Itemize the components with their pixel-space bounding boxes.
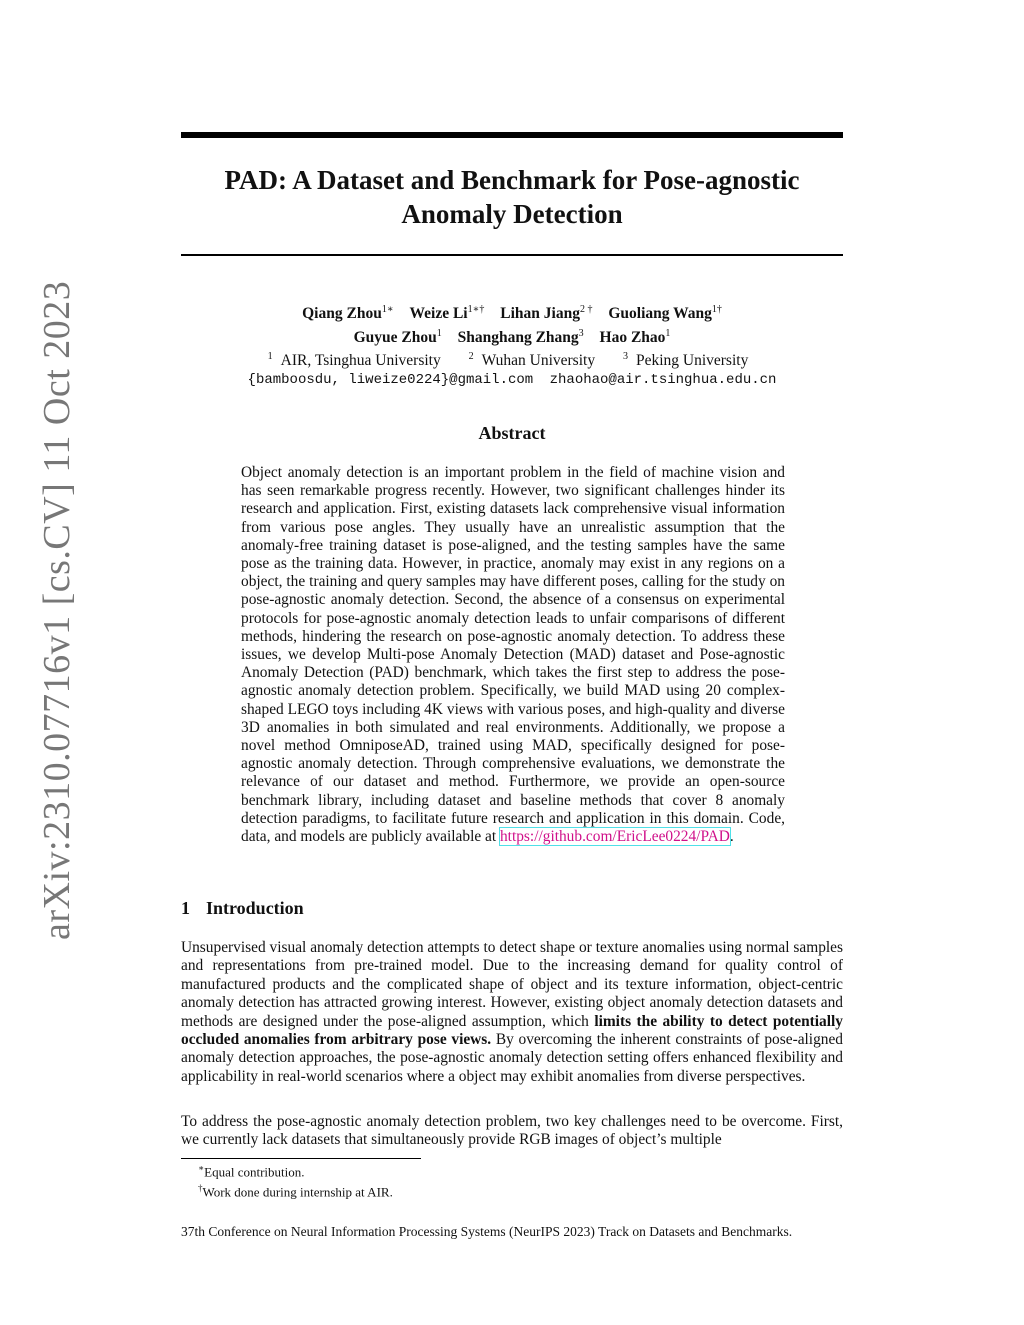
abstract-body — [241, 464, 785, 846]
author-emails — [181, 371, 843, 391]
footnote-rule — [181, 1158, 421, 1159]
abstract-text: Object anomaly detection is an important problem in the field of machine vision and has seen remarkable progress recently. However, two significant challenges hinder its research and application. First, existing datasets lack comprehensive visual information from various pose angles. They usually have an unrealistic assumption that the anomaly-free training dataset is pose-aligned, and the testing samples have the same pose as the training data. However, in practice, anomaly may exist in any regions on a object, the training and query samples may have different poses, calling for the study on pose-agnostic anomaly detection. Second, the absence of a consensus on experimental protocols for pose-agnostic anomaly detection leads to unfair comparisons of different methods, hindering the research on pose-agnostic anomaly detection. To address these issues, we develop Multi-pose Anomaly Detection (MAD) dataset and Pose-agnostic Anomaly Detection (PAD) benchmark, which takes the first step to address the pose-agnostic anomaly detection problem. Specifically, we build MAD using 20 complex-shaped LEGO toys including 4K views with various poses, and high-quality and diverse 3D anomalies in both simulated and real environments. Additionally, we propose a novel method OmniposeAD, trained using MAD, specifically designed for pose-agnostic anomaly detection. Through comprehensive evaluations, we demonstrate the relevance of our dataset and method. Furthermore, we provide an open-source benchmark library, including dataset and baseline methods that cover 8 anomaly detection paradigms, to facilitate future research and application in this domain. Code, data, and models are publicly available at — [241, 464, 785, 846]
github-link[interactable]: https://github.com/EricLee0224/PAD — [499, 828, 730, 846]
conference-footer: 37th Conference on Neural Information Processing Systems (NeurIPS 2023) Track on Datasets and Benchmarks. — [181, 1224, 793, 1239]
author-names-line-1 — [181, 300, 843, 324]
affiliations — [181, 347, 843, 371]
footnotes — [198, 1160, 393, 1201]
footnote-equal-contribution: ∗Equal contribution. — [198, 1163, 305, 1180]
author-hao-zhao: Hao Zhao$^1$ — [599, 327, 671, 346]
title-bottom-rule — [181, 254, 843, 256]
title-top-rule — [181, 132, 843, 138]
title-line-2: Anomaly Detection — [401, 199, 623, 229]
footnote-internship: †Work done during internship at AIR. — [198, 1183, 393, 1200]
intro-p1-text-a: Unsupervised visual anomaly detection attempts to detect shape or texture anomalies using normal samples and representations from pre-trained model. Due to the increasing demand for quality control of manufactured products and the complicated shape of object and its texture information, object-centric anomaly detection has attracted growing interest. However, existing object anomaly detection datasets and methods are designed under the pose-aligned assumption, which — [181, 939, 843, 1030]
email-air: zhaohao@air.tsinghua.edu.cn — [549, 371, 777, 388]
author-guyue-zhou: Guyue Zhou$^1$ — [353, 327, 442, 346]
affiliation-air: $^1$ AIR, Tsinghua University — [267, 351, 441, 370]
section-number: 1 — [181, 898, 190, 918]
intro-p1-bold: limits the ability to detect potentially occluded anomalies from arbitrary pose views. — [181, 1012, 843, 1049]
intro-paragraph-1 — [181, 939, 843, 1086]
author-shanghang-zhang: Shanghang Zhang$^3$ — [457, 327, 584, 346]
section-heading-introduction — [181, 898, 304, 919]
abstract-end: . — [729, 828, 734, 846]
author-names-line-2 — [181, 324, 843, 348]
author-qiang-zhou: Qiang Zhou$^{1∗}$ — [302, 304, 394, 323]
intro-p1-text-b: By overcoming the inherent constraints of pose-aligned anomaly detection approaches, the pose-agnostic anomaly detection setting offers enhanced flexibility and applicability in real-world scenarios where a object may exhibit anomalies from diverse perspectives. — [181, 1031, 843, 1085]
author-weize-li: Weize $Li^{1∗\dagger}$ — [409, 304, 485, 323]
arxiv-identifier-stamp: arXiv:2310.07716v1 [cs.CV] 11 Oct 2023 — [36, 280, 78, 940]
affiliation-peking: $^3$ Peking University — [622, 351, 749, 370]
section-title: Introduction — [206, 898, 304, 918]
author-block — [181, 300, 843, 390]
abstract-heading: Abstract — [478, 423, 546, 443]
paper-title — [181, 163, 843, 231]
author-lihan-jiang: Lihan Jiang$^{2 \dagger}$ — [500, 304, 593, 323]
title-line-1: PAD: A Dataset and Benchmark for Pose-agnostic — [224, 165, 800, 195]
affiliation-wuhan: $^2$ Wuhan University — [468, 351, 596, 370]
author-guoliang-wang: Guoliang Wang$^{1\dagger}$ — [608, 304, 722, 323]
email-gmail: {bamboosdu, liweize0224}@gmail.com — [247, 371, 534, 388]
intro-paragraph-2: To address the pose-agnostic anomaly detection problem, two key challenges need to be overcome. First, we currently lack datasets that simultaneously provide RGB images of object’s multiple — [181, 1113, 843, 1149]
